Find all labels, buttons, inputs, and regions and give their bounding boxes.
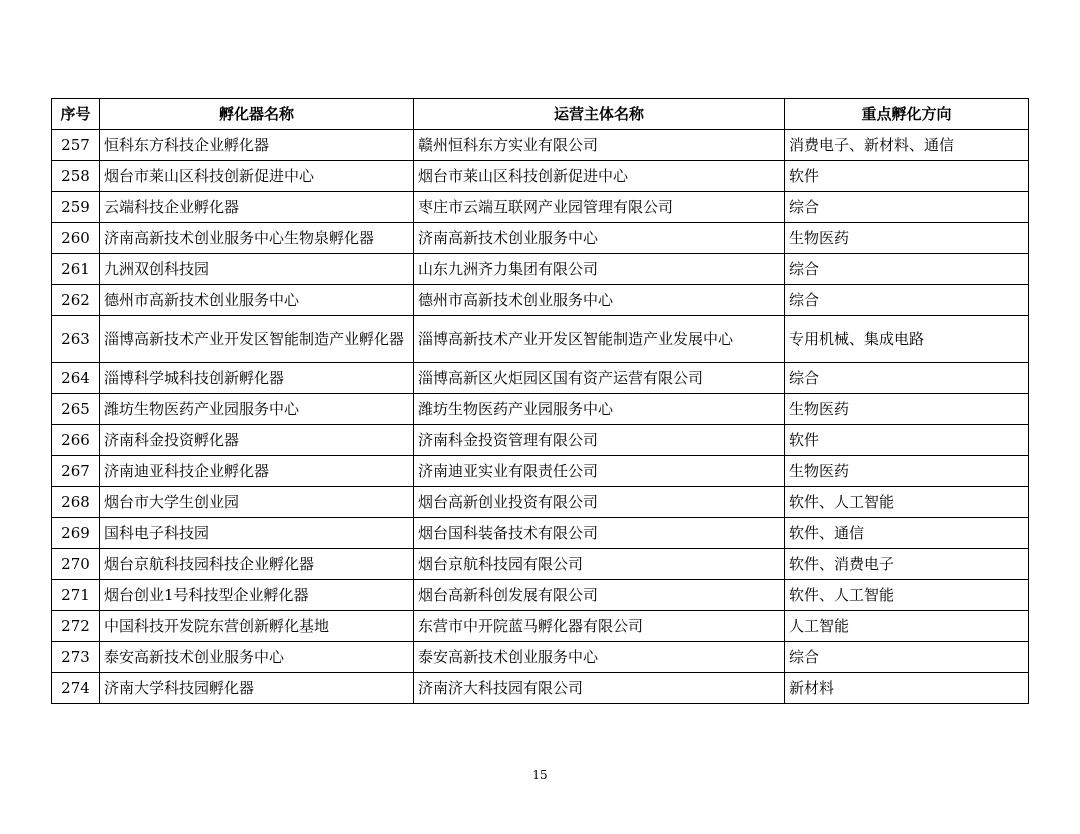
cell-incubator-name: 九洲双创科技园 — [100, 254, 414, 285]
cell-incubator-name: 云端科技企业孵化器 — [100, 192, 414, 223]
cell-focus-direction: 人工智能 — [785, 611, 1029, 642]
table-row — [52, 673, 1029, 704]
table-row — [52, 363, 1029, 394]
cell-operator-name: 赣州恒科东方实业有限公司 — [414, 130, 785, 161]
table-row — [52, 254, 1029, 285]
cell-focus-direction: 综合 — [785, 285, 1029, 316]
cell-operator-name: 烟台高新科创发展有限公司 — [414, 580, 785, 611]
cell-incubator-name: 济南高新技术创业服务中心生物泉孵化器 — [100, 223, 414, 254]
cell-incubator-name: 中国科技开发院东营创新孵化基地 — [100, 611, 414, 642]
table-row — [52, 518, 1029, 549]
cell-focus-direction: 软件、通信 — [785, 518, 1029, 549]
cell-incubator-name: 烟台京航科技园科技企业孵化器 — [100, 549, 414, 580]
cell-focus-direction: 生物医药 — [785, 394, 1029, 425]
cell-focus-direction: 新材料 — [785, 673, 1029, 704]
cell-serial-no: 267 — [52, 456, 100, 487]
header-focus-direction: 重点孵化方向 — [785, 99, 1029, 130]
cell-serial-no: 261 — [52, 254, 100, 285]
table-row — [52, 642, 1029, 673]
cell-focus-direction: 生物医药 — [785, 223, 1029, 254]
cell-serial-no: 269 — [52, 518, 100, 549]
header-operator-name: 运营主体名称 — [414, 99, 785, 130]
cell-serial-no: 263 — [52, 316, 100, 363]
cell-incubator-name: 济南大学科技园孵化器 — [100, 673, 414, 704]
cell-focus-direction: 软件 — [785, 161, 1029, 192]
cell-operator-name: 淄博高新区火炬园区国有资产运营有限公司 — [414, 363, 785, 394]
cell-operator-name: 济南济大科技园有限公司 — [414, 673, 785, 704]
cell-operator-name: 烟台市莱山区科技创新促进中心 — [414, 161, 785, 192]
cell-incubator-name: 烟台市莱山区科技创新促进中心 — [100, 161, 414, 192]
cell-serial-no: 258 — [52, 161, 100, 192]
cell-serial-no: 273 — [52, 642, 100, 673]
cell-serial-no: 264 — [52, 363, 100, 394]
cell-incubator-name: 淄博科学城科技创新孵化器 — [100, 363, 414, 394]
header-incubator-name: 孵化器名称 — [100, 99, 414, 130]
cell-serial-no: 266 — [52, 425, 100, 456]
cell-serial-no: 260 — [52, 223, 100, 254]
cell-incubator-name: 潍坊生物医药产业园服务中心 — [100, 394, 414, 425]
cell-focus-direction: 消费电子、新材料、通信 — [785, 130, 1029, 161]
cell-operator-name: 潍坊生物医药产业园服务中心 — [414, 394, 785, 425]
cell-operator-name: 烟台高新创业投资有限公司 — [414, 487, 785, 518]
cell-serial-no: 274 — [52, 673, 100, 704]
table-row — [52, 425, 1029, 456]
cell-operator-name: 东营市中开院蓝马孵化器有限公司 — [414, 611, 785, 642]
table-row — [52, 394, 1029, 425]
table-row — [52, 316, 1029, 363]
header-serial-no: 序号 — [52, 99, 100, 130]
cell-operator-name: 济南科金投资管理有限公司 — [414, 425, 785, 456]
table-header-row — [52, 99, 1029, 130]
cell-operator-name: 济南迪亚实业有限责任公司 — [414, 456, 785, 487]
cell-serial-no: 270 — [52, 549, 100, 580]
cell-serial-no: 259 — [52, 192, 100, 223]
cell-focus-direction: 软件 — [785, 425, 1029, 456]
table-row — [52, 456, 1029, 487]
table-row — [52, 580, 1029, 611]
cell-serial-no: 272 — [52, 611, 100, 642]
cell-operator-name: 烟台国科装备技术有限公司 — [414, 518, 785, 549]
table-row — [52, 192, 1029, 223]
table-row — [52, 161, 1029, 192]
cell-incubator-name: 烟台创业1号科技型企业孵化器 — [100, 580, 414, 611]
cell-incubator-name: 济南迪亚科技企业孵化器 — [100, 456, 414, 487]
table-row — [52, 549, 1029, 580]
cell-focus-direction: 专用机械、集成电路 — [785, 316, 1029, 363]
cell-serial-no: 271 — [52, 580, 100, 611]
cell-focus-direction: 软件、消费电子 — [785, 549, 1029, 580]
table-row — [52, 487, 1029, 518]
cell-serial-no: 265 — [52, 394, 100, 425]
cell-incubator-name: 烟台市大学生创业园 — [100, 487, 414, 518]
cell-focus-direction: 综合 — [785, 192, 1029, 223]
table-row — [52, 130, 1029, 161]
cell-focus-direction: 软件、人工智能 — [785, 580, 1029, 611]
cell-focus-direction: 综合 — [785, 254, 1029, 285]
page-number: 15 — [532, 768, 548, 782]
cell-focus-direction: 综合 — [785, 363, 1029, 394]
incubator-table — [51, 98, 1029, 704]
cell-focus-direction: 生物医药 — [785, 456, 1029, 487]
cell-incubator-name: 恒科东方科技企业孵化器 — [100, 130, 414, 161]
cell-incubator-name: 济南科金投资孵化器 — [100, 425, 414, 456]
cell-operator-name: 烟台京航科技园有限公司 — [414, 549, 785, 580]
cell-operator-name: 德州市高新技术创业服务中心 — [414, 285, 785, 316]
cell-incubator-name: 德州市高新技术创业服务中心 — [100, 285, 414, 316]
table-row — [52, 223, 1029, 254]
table-row — [52, 611, 1029, 642]
cell-focus-direction: 软件、人工智能 — [785, 487, 1029, 518]
cell-operator-name: 山东九洲齐力集团有限公司 — [414, 254, 785, 285]
cell-serial-no: 262 — [52, 285, 100, 316]
cell-operator-name: 淄博高新技术产业开发区智能制造产业发展中心 — [414, 316, 785, 363]
cell-serial-no: 257 — [52, 130, 100, 161]
cell-incubator-name: 国科电子科技园 — [100, 518, 414, 549]
cell-operator-name: 枣庄市云端互联网产业园管理有限公司 — [414, 192, 785, 223]
cell-operator-name: 泰安高新技术创业服务中心 — [414, 642, 785, 673]
cell-operator-name: 济南高新技术创业服务中心 — [414, 223, 785, 254]
cell-incubator-name: 淄博高新技术产业开发区智能制造产业孵化器 — [100, 316, 414, 363]
table-row — [52, 285, 1029, 316]
cell-focus-direction: 综合 — [785, 642, 1029, 673]
cell-incubator-name: 泰安高新技术创业服务中心 — [100, 642, 414, 673]
cell-serial-no: 268 — [52, 487, 100, 518]
